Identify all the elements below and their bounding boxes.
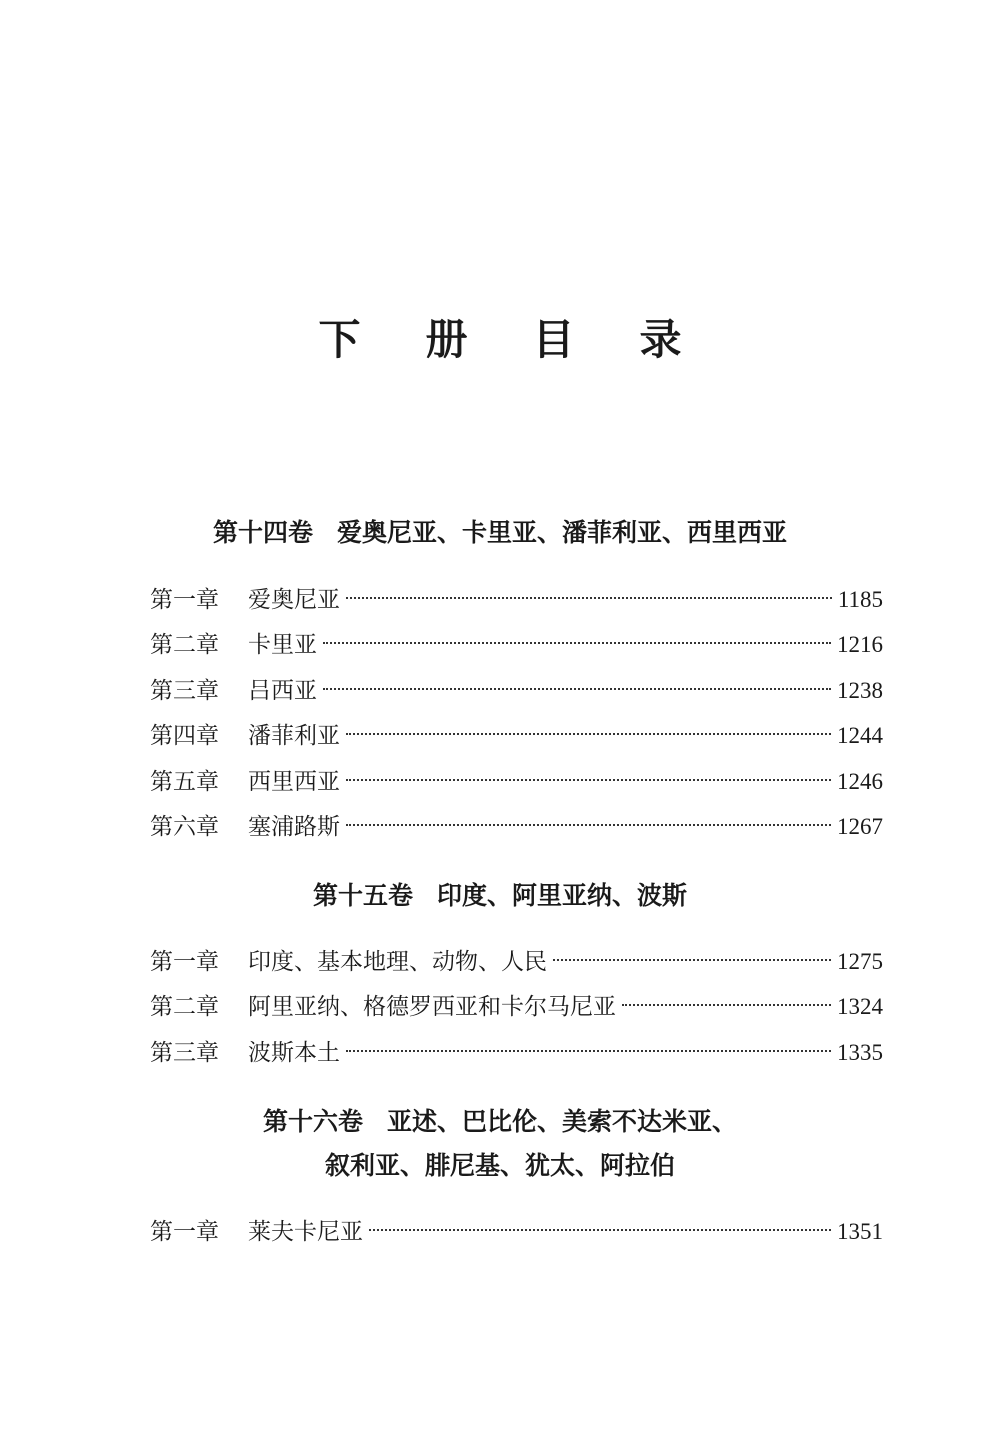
- chapter-title: 印度、基本地理、动物、人民: [248, 949, 547, 975]
- chapter-number: 第一章: [150, 587, 219, 613]
- chapter-number: 第三章: [150, 678, 219, 704]
- chapter-number: 第一章: [150, 1219, 219, 1245]
- dot-leader: [346, 733, 831, 735]
- dot-leader: [323, 642, 831, 644]
- volume-number: 第十五卷: [312, 881, 413, 910]
- volume-title: 印度、阿里亚纳、波斯: [437, 881, 688, 910]
- toc-entry[interactable]: [150, 625, 883, 665]
- chapter-number: 第六章: [150, 814, 219, 840]
- page-number: 1324: [837, 994, 883, 1019]
- toc-entry[interactable]: [150, 671, 883, 711]
- toc-entry[interactable]: [150, 987, 883, 1027]
- page-number: 1246: [837, 769, 883, 794]
- chapter-number: 第一章: [150, 949, 219, 975]
- dot-leader: [346, 1050, 831, 1052]
- volume-number: 第十六卷: [262, 1107, 363, 1136]
- dot-leader: [369, 1229, 831, 1231]
- volume-title: 亚述、巴比伦、美索不达米亚、: [387, 1107, 738, 1136]
- chapter-title: 吕西亚: [248, 678, 317, 704]
- page-number: 1216: [837, 632, 883, 657]
- volume-heading: [0, 874, 1000, 918]
- chapter-number: 第五章: [150, 769, 219, 795]
- chapter-title: 莱夫卡尼亚: [248, 1219, 363, 1245]
- chapter-title: 波斯本土: [248, 1040, 340, 1066]
- toc-entry[interactable]: [150, 580, 883, 620]
- chapter-title: 潘菲利亚: [248, 723, 340, 749]
- page-number: 1238: [837, 678, 883, 703]
- page-number: 1267: [837, 814, 883, 839]
- chapter-title: 阿里亚纳、格德罗西亚和卡尔马尼亚: [248, 994, 616, 1020]
- dot-leader: [346, 779, 831, 781]
- toc-entry[interactable]: [150, 762, 883, 802]
- volume-heading-line2: [0, 1144, 1000, 1188]
- dot-leader: [323, 688, 831, 690]
- toc-entry[interactable]: [150, 942, 883, 982]
- page-number: 1351: [837, 1219, 883, 1244]
- page-number: 1185: [837, 587, 883, 612]
- toc-entry[interactable]: [150, 1212, 883, 1252]
- toc-entry[interactable]: [150, 807, 883, 847]
- dot-leader: [622, 1004, 831, 1006]
- chapter-title: 爱奥尼亚: [248, 587, 340, 613]
- volume-heading: [0, 1100, 1000, 1144]
- chapter-title: 西里西亚: [248, 769, 340, 795]
- chapter-number: 第二章: [150, 994, 219, 1020]
- chapter-number: 第四章: [150, 723, 219, 749]
- page-number: 1275: [837, 949, 883, 974]
- volume-heading: [0, 511, 1000, 555]
- dot-leader: [553, 959, 831, 961]
- volume-number: 第十四卷: [212, 518, 313, 547]
- chapter-number: 第三章: [150, 1040, 219, 1066]
- page-number: 1244: [837, 723, 883, 748]
- chapter-number: 第二章: [150, 632, 219, 658]
- chapter-title: 塞浦路斯: [248, 814, 340, 840]
- toc-entry[interactable]: [150, 716, 883, 756]
- volume-title: 爱奥尼亚、卡里亚、潘菲利亚、西里西亚: [337, 518, 788, 547]
- toc-entry[interactable]: [150, 1033, 883, 1073]
- dot-leader: [346, 597, 832, 599]
- page-title: 下 册 目 录: [318, 315, 707, 364]
- volume-title-continued: 叙利亚、腓尼基、犹太、阿拉伯: [324, 1151, 675, 1180]
- page-number: 1335: [837, 1040, 883, 1065]
- chapter-title: 卡里亚: [248, 632, 317, 658]
- dot-leader: [346, 824, 831, 826]
